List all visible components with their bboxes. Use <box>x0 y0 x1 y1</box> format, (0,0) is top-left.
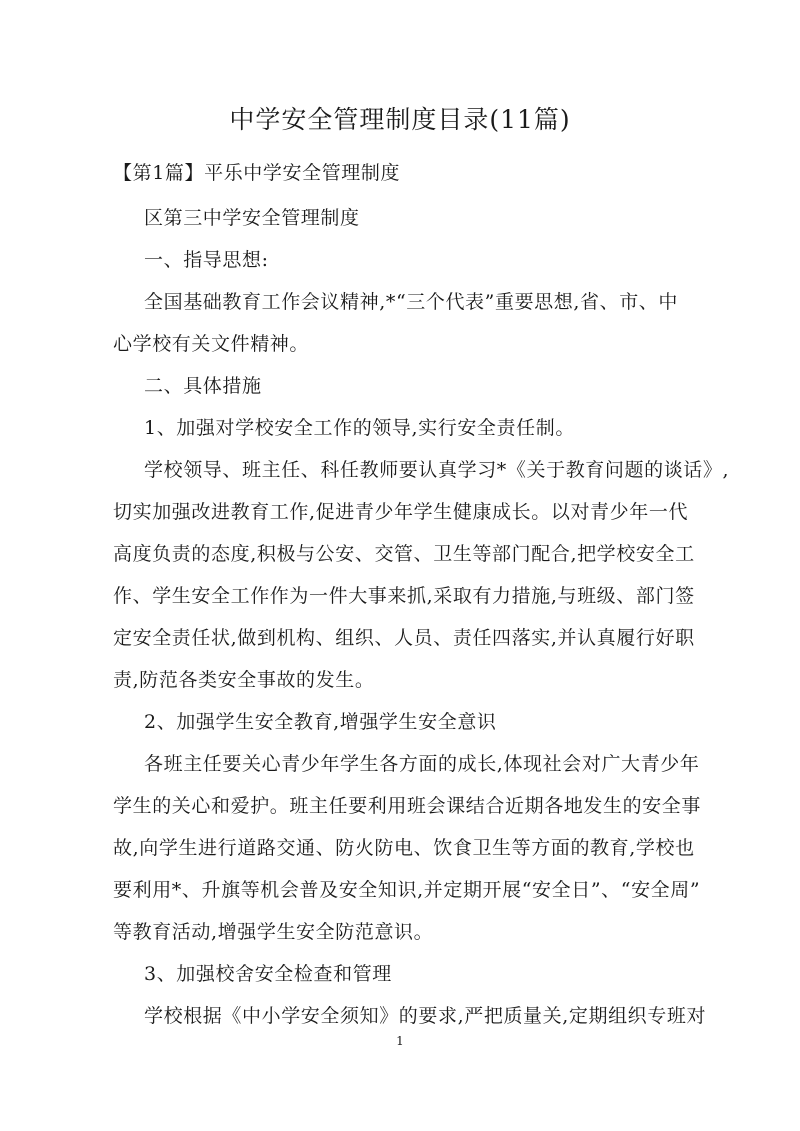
paragraph-line: 学校根据《中小学安全须知》的要求,严把质量关,定期组织专班对 <box>144 1005 707 1027</box>
document-title: 中学安全管理制度目录(11篇) <box>229 105 571 134</box>
paragraph-line: 3、加强校舍安全检查和管理 <box>144 963 392 985</box>
paragraph-line: 学生的关心和爱护。班主任要利用班会课结合近期各地发生的安全事 <box>113 795 702 817</box>
paragraph-line: 作、学生安全工作作为一件大事来抓,采取有力措施,与班级、部门签 <box>113 585 695 607</box>
paragraph-line: 定安全责任状,做到机构、组织、人员、责任四落实,并认真履行好职 <box>113 627 695 649</box>
paragraph-line: 学校领导、班主任、科任教师要认真学习*《关于教育问题的谈话》, <box>144 459 730 481</box>
paragraph-line: 全国基础教育工作会议精神,*“三个代表”重要思想,省、市、中 <box>144 291 679 313</box>
paragraph-line: 等教育活动,增强学生安全防范意识。 <box>113 921 434 943</box>
paragraph-line: 2、加强学生安全教育,增强学生安全意识 <box>144 711 497 733</box>
paragraph-line: 切实加强改进教育工作,促进青少年学生健康成长。以对青少年一代 <box>113 501 689 523</box>
paragraph-line: 故,向学生进行道路交通、防火防电、饮食卫生等方面的教育,学校也 <box>113 837 695 859</box>
paragraph-line: 1、加强对学校安全工作的领导,实行安全责任制。 <box>144 417 575 439</box>
paragraph-line: 责,防范各类安全事故的发生。 <box>113 669 375 691</box>
page-number: 1 <box>396 1034 404 1048</box>
paragraph-line: 心学校有关文件精神。 <box>113 333 310 355</box>
section-heading: 【第1篇】平乐中学安全管理制度 <box>113 162 401 184</box>
paragraph-line: 高度负责的态度,积极与公安、交管、卫生等部门配合,把学校安全工 <box>113 543 695 565</box>
paragraph-line: 区第三中学安全管理制度 <box>144 207 360 229</box>
paragraph-line: 二、具体措施 <box>144 375 262 397</box>
paragraph-line: 一、指导思想: <box>144 249 269 271</box>
paragraph-line: 要利用*、升旗等机会普及安全知识,并定期开展“安全日”、“安全周” <box>113 879 701 901</box>
paragraph-line: 各班主任要关心青少年学生各方面的成长,体现社会对广大青少年 <box>144 753 700 775</box>
